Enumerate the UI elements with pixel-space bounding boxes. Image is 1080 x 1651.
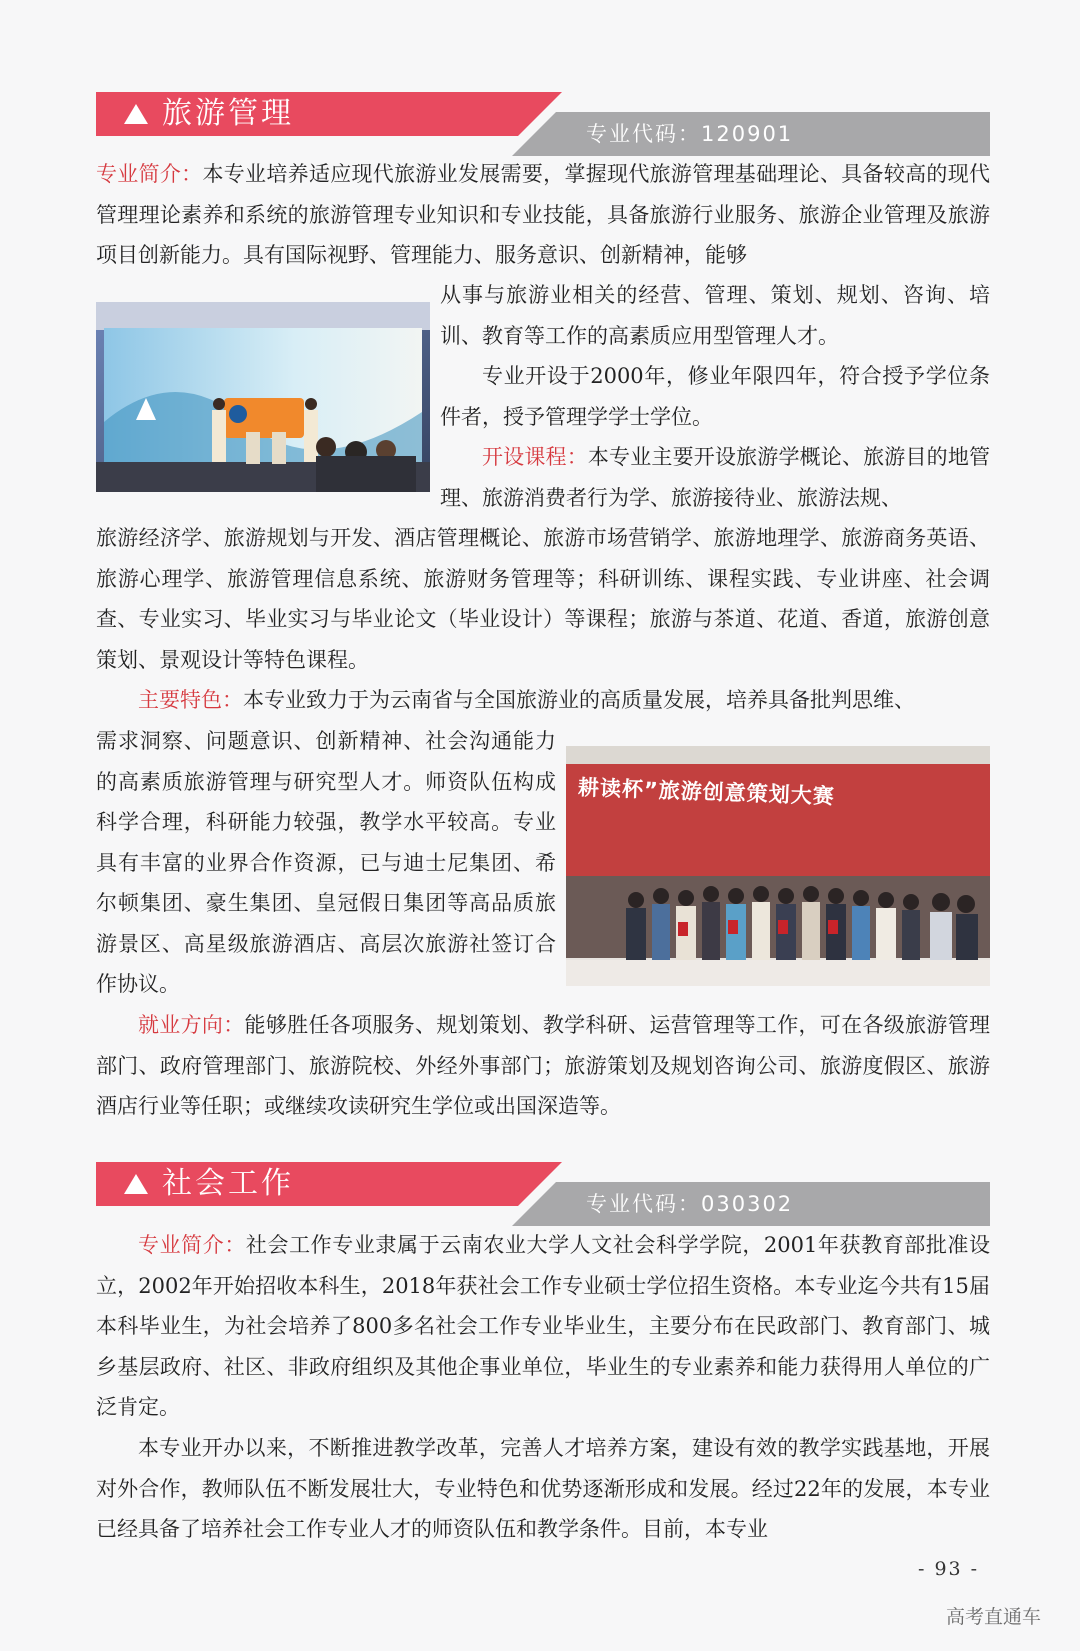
triangle-icon xyxy=(124,104,148,124)
career-text: 能够胜任各项服务、规划策划、教学科研、运营管理等工作，可在各级旅游管理部门、政府管理部门、旅游院校、外经外事部门；旅游策划及规划咨询公司、旅游度假区、旅游酒店行业等任职；或继续攻读研究生学位或出国深造等。 xyxy=(96,1013,991,1118)
establishment-paragraph: 专业开设于2000年，修业年限四年，符合授予学位条件者，授予管理学学士学位。 xyxy=(440,364,990,429)
intro-text: 本专业培养适应现代旅游业发展需要，掌握现代旅游管理基础理论、具备较高的现代管理理论素养和系统的旅游管理专业知识和专业技能，具备旅游行业服务、旅游企业管理及旅游项目创新能力。具有国际视野、管理能力、服务意识、创新精神，能够 xyxy=(96,162,991,267)
features-text: 本专业致力于为云南省与全国旅游业的高质量发展，培养具备批判思维、 xyxy=(243,688,915,712)
intro-label: 专业简介： xyxy=(96,162,203,186)
section-title-text: 旅游管理 xyxy=(162,96,294,131)
intro-paragraph xyxy=(96,154,990,276)
social-work-development: 本专业开办以来，不断推进教学改革，完善人才培养方案，建设有效的教学实践基地，开展对外合作，教师队伍不断发展壮大，专业特色和优势逐渐形成和发展。经过22年的发展，本专业已经具备了培养社会工作专业人才的师资队伍和教学条件。目前，本专业 xyxy=(96,1436,990,1541)
courses-paragraph xyxy=(440,437,990,518)
triangle-icon xyxy=(124,1174,148,1194)
features-continued: 需求洞察、问题意识、创新精神、社会沟通能力的高素质旅游管理与研究型人才。师资队伍构成科学合理，科研能力较强，教学水平较高。专业具有丰富的业界合作资源，已与迪士尼集团、希尔顿集团、豪生集团、皇冠假日集团等高品质旅游景区、高星级旅游酒店、高层次旅游社签订合作协议。 xyxy=(96,729,556,996)
competition-banner-text: 耕读杯”旅游创意策划大赛 xyxy=(577,775,836,809)
section-title-text: 社会工作 xyxy=(162,1166,294,1201)
social-work-intro xyxy=(96,1225,990,1428)
features-paragraph xyxy=(96,680,990,721)
award-ceremony-photo xyxy=(96,302,430,492)
intro-label: 专业简介： xyxy=(138,1233,246,1257)
intro-continued: 从事与旅游业相关的经营、管理、策划、规划、咨询、培训、教育等工作的高素质应用型管理人才。 xyxy=(440,283,990,348)
major-code: 专业代码：120901 xyxy=(586,122,794,146)
courses-text: 本专业主要开设旅游学概论、旅游目的地管理、旅游消费者行为学、旅游接待业、旅游法规、 xyxy=(440,445,991,510)
major-code: 专业代码：030302 xyxy=(586,1192,794,1216)
courses-continued: 旅游经济学、旅游规划与开发、酒店管理概论、旅游市场营销学、旅游地理学、旅游商务英语、旅游心理学、旅游管理信息系统、旅游财务管理等；科研训练、课程实践、专业讲座、社会调查、专业实习、毕业实习与毕业论文（毕业设计）等课程；旅游与茶道、花道、香道，旅游创意策划、景观设计等特色课程。 xyxy=(96,526,990,672)
section-title xyxy=(124,94,294,134)
source-watermark: 高考直通车 xyxy=(946,1606,1042,1628)
section-title xyxy=(124,1164,294,1204)
career-label: 就业方向： xyxy=(138,1013,245,1037)
career-paragraph xyxy=(96,1005,990,1127)
competition-group-photo xyxy=(566,746,990,986)
courses-label: 开设课程： xyxy=(482,445,588,469)
page-number: - 93 - xyxy=(918,1558,980,1580)
intro-text: 社会工作专业隶属于云南农业大学人文社会科学学院，2001年获教育部批准设立，2002年开始招收本科生，2018年获社会工作专业硕士学位招生资格。本专业迄今共有15届本科毕业生，为社会培养了800多名社会工作专业毕业生，主要分布在民政部门、教育部门、城乡基层政府、社区、非政府组织及其他企事业单位，毕业生的专业素养和能力获得用人单位的广泛肯定。 xyxy=(96,1233,990,1419)
features-label: 主要特色： xyxy=(138,688,243,712)
